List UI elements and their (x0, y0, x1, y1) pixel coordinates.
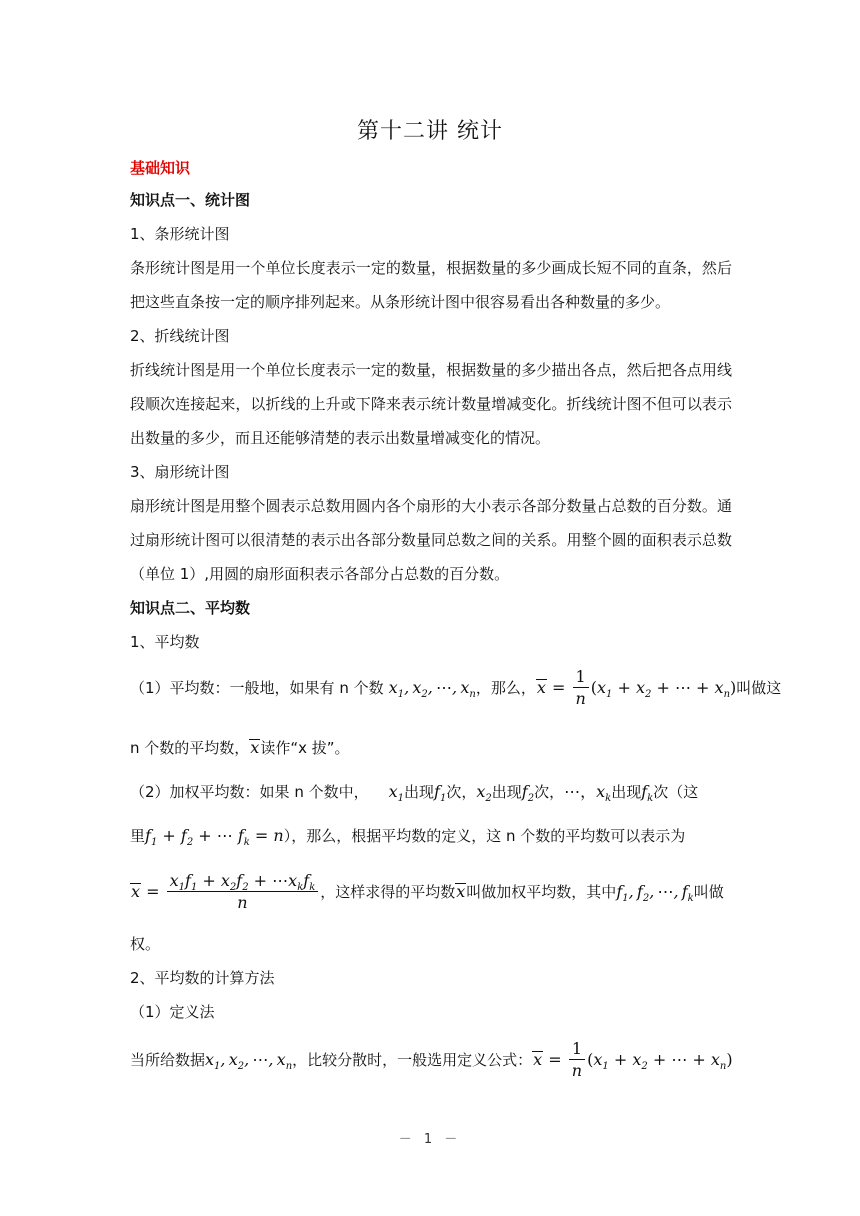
paragraph-line: 把这些直条按一定的顺序排列起来。从条形统计图中很容易看出各种数量的多少。 (130, 293, 671, 311)
formula-mean: x = $\frac{1}{n}$ ($x_1 + x_2$ + ⋯ + $x_n$) (536, 666, 737, 708)
weighted-line-2 (130, 826, 732, 846)
method-prefix: 当所给数据 (130, 1051, 206, 1069)
definition-line-2-prefix: n 个数的平均数， (130, 739, 250, 757)
method-definition-label: （1）定义法 (130, 1003, 215, 1021)
heading-statistical-charts: 知识点一、统计图 (130, 191, 251, 209)
definition-prefix: （1）平均数：一般地，如果有 n 个数 (130, 679, 384, 697)
section-label: 基础知识 (130, 159, 191, 177)
paragraph-line: （单位 1）,用圆的扇形面积表示各部分占总数的百分数。 (130, 565, 510, 583)
paragraph-line: 折线统计图是用一个单位长度表示一定的数量，根据数量的多少描出各点，然后把各点用线 (130, 361, 732, 379)
formula-weighted-mean: x = $\frac{x_1f_1 + x_2f_2 + \cdots x_kf_k}{n}$ (130, 871, 320, 914)
weighted-line-4: 权。 (130, 935, 161, 953)
paragraph-line: 过扇形统计图可以很清楚的表示出各部分数量同总数之间的关系。用整个圆的面积表示总数 (130, 531, 732, 549)
heading-average: 知识点二、平均数 (130, 599, 251, 617)
method-mid: ，比较分散时，一般选用定义公式： (292, 1051, 533, 1069)
formula-weight-sum: $f_1 + f_2$ + ⋯ $f_k = n$ (145, 826, 284, 848)
appear-text: 出现 (611, 783, 642, 801)
subheading-calc-method: 2、平均数的计算方法 (130, 969, 275, 987)
paragraph-line: 段顺次连接起来，以折线的上升或下降来表示统计数量增减变化。折线统计图不但可以表示 (130, 395, 732, 413)
weighted-line-3-mid: ，这样求得的平均数 (320, 883, 456, 901)
formula-mean-definition: x = $\frac{1}{n}$ ($x_1 + x_2$ + ⋯ + $x_n$) (533, 1038, 733, 1080)
weighted-line-3-mid2: 叫做加权平均数，其中 (466, 883, 617, 901)
appear-text: 出现 (404, 783, 435, 801)
definition-line-2-suffix: 读作“x 拔”。 (260, 739, 350, 757)
times-text: 次， (534, 783, 565, 801)
subheading-average: 1、平均数 (130, 633, 200, 651)
weighted-line-1: （2）加权平均数：如果 n 个数中， $x_1$出现$f_1$次，$x_2$出现$f_2$次，⋯，$x_k$出现$f_k$次（这 (130, 782, 699, 804)
subheading-pie-chart: 3、扇形统计图 (130, 463, 230, 481)
times-last-text: 次（这 (653, 783, 699, 801)
method-line: 当所给数据 $x_1$, $x_2$, ⋯, $x_n$ ，比较分散时，一般选用定义公式： x = $\frac{1}{n}$ ($x_1 + x_2$ + ⋯ + $x_n$) (130, 1038, 733, 1080)
paragraph-line: 扇形统计图是用整个圆表示总数用圆内各个扇形的大小表示各部分数量占总数的百分数。通 (130, 497, 732, 515)
page-number: － 1 － (398, 1132, 462, 1147)
formula-sequence: $x_1$, $x_2$, ⋯, $x_n$ (383, 678, 476, 700)
subheading-bar-chart: 1、条形统计图 (130, 225, 230, 243)
weighted-line-2-prefix: 里 (130, 827, 146, 845)
definition-suffix: 叫做这 (736, 679, 782, 697)
definition-line-2 (130, 738, 732, 758)
paragraph-line: 条形统计图是用一个单位长度表示一定的数量，根据数量的多少画成长短不同的直条，然后 (130, 259, 732, 277)
paragraph-line: 出数量的多少，而且还能够清楚的表示出数量增减变化的情况。 (130, 429, 551, 447)
weighted-line-2-suffix: ），那么，根据平均数的定义，这 n 个数的平均数可以表示为 (283, 827, 686, 845)
appear-text: 出现 (491, 783, 522, 801)
weighted-line-3: x = $\frac{x_1f_1 + x_2f_2 + \cdots x_kf_k}{n}$ ，这样求得的平均数 x 叫做加权平均数，其中 $f_1$, $f_2$, ⋯, $f_k$ 叫做 (131, 870, 724, 912)
page-title: 第十二讲 统计 (357, 119, 503, 144)
weighted-line-3-suffix: 叫做 (693, 883, 724, 901)
subheading-line-chart: 2、折线统计图 (130, 327, 230, 345)
formula-x-bar: x (250, 738, 260, 757)
definition-mid: ，那么， (475, 679, 536, 697)
times-text: 次， (446, 783, 477, 801)
weighted-prefix: （2）加权平均数：如果 n 个数中， (130, 783, 369, 801)
definition-line (130, 666, 782, 710)
